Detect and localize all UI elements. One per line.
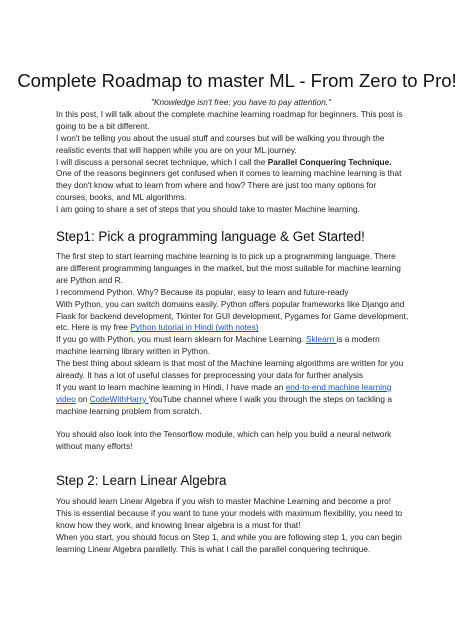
python-tutorial-link[interactable]: Python tutorial in Hindi (with notes) <box>130 322 259 333</box>
step1-line: I recommend Python. Why? Because its popular, easy to learn and future-ready <box>56 286 349 297</box>
step1-line <box>56 382 426 394</box>
step1-section <box>56 251 426 418</box>
step1-text: is a modern <box>336 334 380 345</box>
intro-line: realistic events that will happen while you are on your ML journey. <box>56 144 297 155</box>
step1-text: on <box>75 393 90 404</box>
sklearn-link[interactable]: Sklearn <box>305 334 337 345</box>
intro-line: they don't know what to learn from where and how? There are just too many options for <box>56 180 377 191</box>
intro-line: I won't be telling you about the usual stuff and courses but will be walking you through the <box>56 132 385 143</box>
step1-line: With Python, you can switch domains easily. Python offers popular frameworks like Django and <box>56 298 405 309</box>
step1-line: machine learning problem from scratch. <box>56 405 202 416</box>
step1-heading: Step1: Pick a programming language & Get Started! <box>56 229 365 244</box>
intro-line: In this post, I will talk about the complete machine learning roadmap for beginners. This post is <box>56 108 403 119</box>
ml-video-link[interactable]: end-to-end machine learning <box>285 381 392 392</box>
step1-text: If you go with Python, you must learn sklearn for Machine Learning. <box>56 334 306 345</box>
step1-line: The first step to start learning machine learning is to pick up a programming language. There <box>56 251 396 261</box>
step1-line: are Python and R. <box>56 274 123 285</box>
intro-line: One of the reasons beginners get confused when it comes to learning machine learning is that <box>56 168 402 179</box>
step2-line: When you start, you should focus on Step 1, and while you are following step 1, you can begin <box>56 531 402 542</box>
page-title: Complete Roadmap to master ML - From Zero to Pro! <box>17 70 457 91</box>
step1-text: If you want to learn machine learning in Hindi, I have made an <box>56 381 286 392</box>
step1-line: Flask for backend development, Tkinter for GUI development, Pygames for Game development, <box>56 310 409 321</box>
step2-line: learning Linear Algebra parallelly. This is what I call the parallel conquering technique. <box>56 543 371 554</box>
step2-heading: Step 2: Learn Linear Algebra <box>56 473 227 488</box>
step1-line <box>56 322 426 334</box>
intro-text: I will discuss a personal secret technique, which I call the <box>56 156 268 167</box>
step1-line: already. It has a lot of useful classes for preprocessing your data for further analysis <box>56 370 363 381</box>
step1-line: The best thing about sklearn is that most of the Machine learning algorithms are written for you <box>56 358 404 369</box>
step1-line: You should also look into the Tensorflow module, which can help you build a neural network <box>56 429 392 439</box>
step1-line <box>56 334 426 346</box>
intro-line <box>56 157 426 169</box>
intro-line: going to be a bit different. <box>56 120 150 131</box>
step1-text: YouTube channel where I walk you through the steps on tackling a <box>148 393 392 404</box>
step2-line: You should learn Linear Algebra if you wish to master Machine Learning and become a pro! <box>56 496 392 506</box>
step1-line: without many efforts! <box>56 440 133 451</box>
step1-line: machine learning library written in Python. <box>56 346 211 357</box>
intro-quote: "Knowledge isn't free; you have to pay attention." <box>151 97 331 107</box>
intro-line: courses, books, and ML algorithms. <box>56 192 187 203</box>
ml-video-link-cont[interactable]: video <box>56 393 76 404</box>
step1-text: etc. Here is my free <box>56 322 131 333</box>
intro-section <box>56 97 426 216</box>
step1-line: are different programming languages in the market, but the most suitable for machine learning <box>56 262 401 273</box>
technique-name: Parallel Conquering Technique. <box>267 156 392 167</box>
step1-tensorflow <box>56 429 426 453</box>
codewithharry-link[interactable]: CodeWithHarry <box>89 393 149 404</box>
step2-line: know how they work, and knowing linear algebra is a must for that! <box>56 519 301 530</box>
intro-line: I am going to share a set of steps that you should take to master Machine learning. <box>56 204 360 215</box>
step2-section <box>56 496 426 556</box>
step1-line <box>56 394 426 406</box>
step2-line: This is essential because if you want to tune your models with maximum flexibility, you need to <box>56 507 403 518</box>
